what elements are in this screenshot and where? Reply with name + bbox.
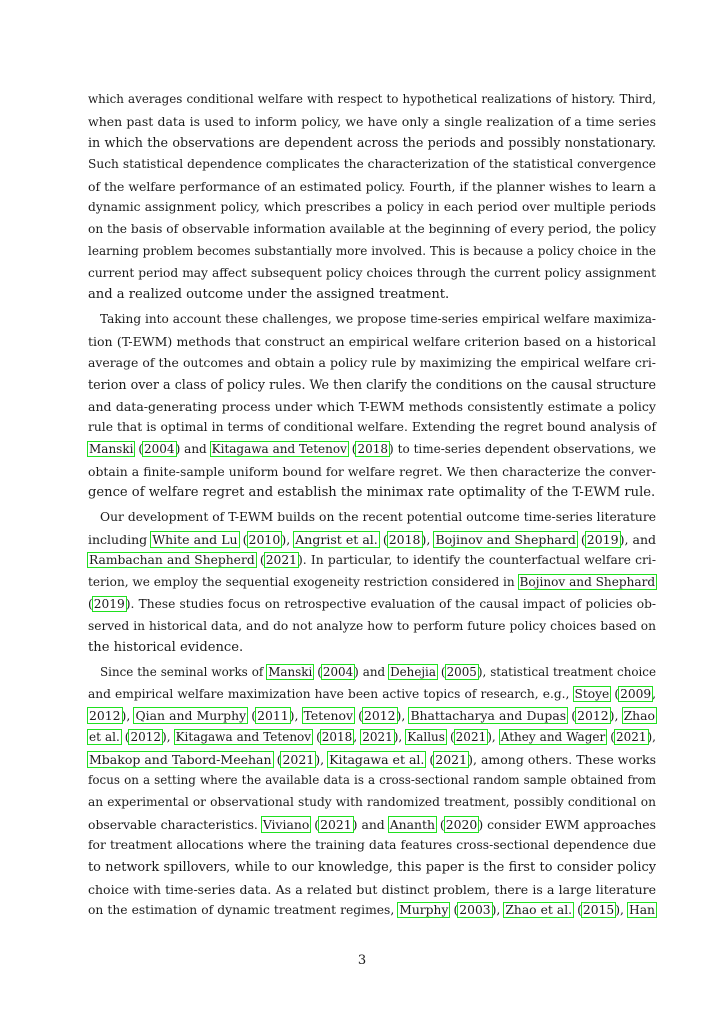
text-line bbox=[88, 857, 656, 879]
citation-link[interactable]: Dehejia bbox=[390, 664, 436, 679]
citation-link[interactable]: 2020 bbox=[445, 816, 478, 832]
citation-link[interactable]: Kitagawa and Tetenov bbox=[211, 442, 347, 456]
text-span: Taking into account these challenges, we propose time-series empirical welfare maximiza- bbox=[100, 311, 656, 326]
text-span: ), bbox=[487, 729, 500, 744]
text-line bbox=[88, 637, 656, 659]
text-span: ( bbox=[378, 531, 388, 547]
text-line bbox=[88, 616, 656, 638]
citation-link[interactable]: Angrist et al. bbox=[295, 531, 378, 547]
text-span: ), bbox=[615, 903, 628, 918]
text-line bbox=[88, 439, 656, 461]
text-line bbox=[88, 352, 656, 374]
citation-link[interactable]: Kitagawa et al. bbox=[329, 751, 425, 767]
citation-link[interactable]: 2004 bbox=[144, 442, 175, 456]
citation-link[interactable]: 2018 bbox=[388, 531, 421, 547]
paragraph bbox=[88, 89, 656, 306]
citation-link[interactable]: Viviano bbox=[262, 816, 310, 832]
text-span: ( bbox=[120, 729, 130, 744]
text-span: for treatment allocations where the training data features cross-sectional dependence due bbox=[88, 838, 656, 853]
text-span: ), bbox=[609, 708, 623, 724]
text-line bbox=[88, 132, 656, 154]
text-span: ( bbox=[435, 816, 445, 832]
text-span: terion over a class of policy rules. We then clarify the conditions on the causal structure bbox=[88, 376, 656, 392]
text-span: tion (T-EWM) methods that construct an empirical welfare criterion based on a historical bbox=[88, 333, 656, 349]
text-span: ( bbox=[310, 816, 320, 832]
text-span: ), bbox=[647, 729, 656, 744]
text-span: in which the observations are dependent across the periods and possibly nonstationary. bbox=[88, 135, 656, 151]
text-line bbox=[88, 879, 656, 901]
text-line bbox=[88, 197, 656, 219]
text-span: focus on a setting where the available data is a cross-sectional random sample obtained from bbox=[88, 773, 656, 788]
citation-link[interactable]: Tetenov bbox=[303, 708, 353, 724]
text-line bbox=[88, 662, 656, 684]
text-span: ( bbox=[272, 751, 282, 767]
paragraph bbox=[88, 662, 656, 922]
citation-link[interactable]: Rambachan and Shepherd bbox=[89, 553, 255, 568]
citation-link[interactable]: 2004 bbox=[322, 664, 354, 679]
citation-link[interactable]: 2009 bbox=[620, 686, 652, 701]
text-span: ). In particular, to identify the counterfactual welfare cri- bbox=[298, 553, 656, 568]
citation-link[interactable]: 2012 bbox=[89, 708, 121, 724]
text-span: ), bbox=[315, 751, 329, 767]
text-line bbox=[88, 594, 656, 616]
text-span: when past data is used to inform policy, we have only a single realization of a time series bbox=[88, 113, 656, 129]
text-line bbox=[88, 309, 656, 331]
text-span: rule that is optimal in terms of conditional welfare. Extending the regret bound analysis of bbox=[88, 420, 656, 435]
text-span: ) and bbox=[175, 442, 211, 456]
citation-link[interactable]: 2018 bbox=[321, 729, 353, 744]
text-span: obtain a finite-sample uniform bound for welfare regret. We then characterize the conver- bbox=[88, 463, 656, 479]
citation-link[interactable]: Bhattacharya and Dupas bbox=[410, 708, 567, 724]
text-span: of the welfare performance of an estimated policy. Fourth, if the planner wishes to learn a bbox=[88, 178, 656, 194]
citation-link[interactable]: Kallus bbox=[407, 729, 445, 744]
text-line bbox=[88, 814, 656, 836]
text-line bbox=[88, 550, 656, 572]
text-span: ( bbox=[312, 729, 321, 744]
text-span: dynamic assignment policy, which prescribes a policy in each period over multiple periods bbox=[88, 200, 656, 215]
text-line bbox=[88, 284, 656, 306]
citation-link[interactable]: 2012 bbox=[130, 729, 162, 744]
citation-link[interactable]: 2012 bbox=[577, 708, 609, 724]
citation-link[interactable]: 2003 bbox=[459, 903, 491, 918]
text-span: , bbox=[353, 729, 362, 744]
citation-link[interactable]: Han bbox=[628, 903, 655, 918]
text-line bbox=[88, 241, 656, 263]
text-span: ), bbox=[421, 531, 435, 547]
text-span: current period may affect subsequent policy choices through the current policy assignment bbox=[88, 265, 656, 280]
text-span: ), bbox=[289, 708, 303, 724]
text-span: ( bbox=[573, 903, 582, 918]
text-line bbox=[88, 263, 656, 285]
text-span: ( bbox=[610, 686, 620, 701]
text-span: and empirical welfare maximization have been active topics of research, e.g., bbox=[88, 686, 574, 701]
text-span: observable characteristics. bbox=[88, 816, 262, 832]
citation-link[interactable]: 2015 bbox=[582, 903, 615, 918]
text-span: terion, we employ the sequential exogeneity restriction considered in bbox=[88, 575, 519, 590]
text-line bbox=[88, 417, 656, 439]
text-span: ( bbox=[436, 664, 446, 679]
text-span: ), bbox=[491, 903, 505, 918]
citation-link[interactable]: 2011 bbox=[257, 708, 289, 724]
text-span: ) consider EWM approaches bbox=[478, 816, 656, 832]
text-line bbox=[88, 89, 656, 111]
text-span: which averages conditional welfare with respect to hypothetical realizations of history. Third, bbox=[88, 92, 656, 106]
text-span: and data-generating process under which T-EWM methods consistently estimate a policy bbox=[88, 398, 656, 414]
text-span: ( bbox=[425, 751, 435, 767]
text-span: and a realized outcome under the assigned treatment. bbox=[88, 287, 450, 303]
page-number: 3 bbox=[357, 953, 367, 968]
citation-link[interactable]: Murphy bbox=[399, 903, 449, 918]
text-span: ), bbox=[393, 729, 407, 744]
citation-link[interactable]: 2018 bbox=[357, 442, 389, 456]
text-span: gence of welfare regret and establish the minimax rate optimality of the T-EWM rule. bbox=[88, 485, 656, 501]
text-span: ( bbox=[88, 596, 93, 611]
text-span: to network spillovers, while to our knowledge, this paper is the first to consider policy bbox=[88, 860, 656, 876]
text-span: on the basis of observable information available at the beginning of every period, the policy bbox=[88, 222, 657, 237]
text-span: ( bbox=[449, 903, 459, 918]
text-line bbox=[88, 835, 656, 857]
text-span: Our development of T-EWM builds on the recent potential outcome time-series literature bbox=[100, 510, 656, 525]
text-line bbox=[88, 482, 656, 504]
text-span: ( bbox=[606, 729, 615, 744]
text-line bbox=[88, 461, 656, 483]
citation-link[interactable]: Athey and Wager bbox=[500, 729, 606, 744]
text-span: ( bbox=[313, 664, 322, 679]
text-span: ), bbox=[162, 729, 175, 744]
citation-link[interactable]: Ananth bbox=[389, 816, 435, 832]
text-span: ( bbox=[353, 708, 363, 724]
text-line bbox=[88, 900, 656, 922]
text-line bbox=[88, 792, 656, 814]
text-line bbox=[88, 749, 656, 771]
citation-link[interactable]: 2021 bbox=[265, 553, 297, 568]
text-span: an experimental or observational study with randomized treatment, possibly conditional on bbox=[88, 795, 656, 809]
paragraph bbox=[88, 309, 656, 504]
text-line bbox=[88, 154, 656, 176]
text-span: Since the seminal works of bbox=[100, 664, 268, 679]
text-line bbox=[88, 507, 656, 529]
text-span: ( bbox=[347, 442, 357, 456]
text-line bbox=[88, 331, 656, 353]
citation-link[interactable]: Qian and Murphy bbox=[135, 708, 247, 724]
text-span: ( bbox=[247, 708, 257, 724]
citation-link[interactable]: Kitagawa and Tetenov bbox=[175, 729, 312, 744]
text-span: ), and bbox=[619, 531, 657, 547]
text-line bbox=[88, 572, 656, 594]
citation-link[interactable]: 2021 bbox=[435, 751, 468, 767]
citation-link[interactable]: Zhao et al. bbox=[505, 903, 573, 918]
citation-link[interactable]: et al. bbox=[89, 729, 120, 744]
citation-link[interactable]: 2021 bbox=[282, 751, 315, 767]
text-line bbox=[88, 727, 656, 749]
text-line bbox=[88, 176, 656, 198]
text-span: average of the outcomes and obtain a policy rule by maximizing the empirical welfare cri- bbox=[88, 355, 656, 371]
text-span: ), statistical treatment choice bbox=[477, 664, 657, 679]
text-span: ) and bbox=[354, 664, 390, 679]
body-text bbox=[88, 89, 656, 922]
text-span: Such statistical dependence complicates the characterization of the statistical convergence bbox=[88, 157, 656, 172]
text-line bbox=[88, 219, 656, 241]
citation-link[interactable]: 2005 bbox=[446, 664, 477, 679]
text-span: ( bbox=[255, 553, 265, 568]
text-span: ), bbox=[121, 708, 135, 724]
text-span: ), bbox=[396, 708, 410, 724]
text-line bbox=[88, 396, 656, 418]
text-span: ( bbox=[445, 729, 455, 744]
citation-link[interactable]: Mbakop and Tabord-Meehan bbox=[89, 751, 272, 767]
text-span: ( bbox=[567, 708, 577, 724]
text-line bbox=[88, 374, 656, 396]
citation-link[interactable]: 2021 bbox=[455, 729, 487, 744]
text-line bbox=[88, 529, 656, 551]
citation-link[interactable]: Bojinov and Shephard bbox=[435, 531, 576, 547]
text-span: the historical evidence. bbox=[88, 640, 244, 656]
text-span: ( bbox=[134, 442, 144, 456]
text-line bbox=[88, 111, 656, 133]
text-span: including bbox=[88, 531, 152, 547]
text-line bbox=[88, 705, 656, 727]
citation-link[interactable]: Stoye bbox=[574, 686, 610, 701]
text-span: ), among others. These works bbox=[468, 751, 656, 767]
text-line bbox=[88, 684, 656, 706]
text-span: learning problem becomes substantially more involved. This is because a policy choice in the bbox=[88, 243, 656, 258]
citation-link[interactable]: White and Lu bbox=[152, 531, 238, 547]
citation-link[interactable]: 2021 bbox=[362, 729, 393, 744]
text-span: served in historical data, and do not analyze how to perform future policy choices based on bbox=[88, 618, 656, 633]
citation-link[interactable]: Manski bbox=[89, 442, 134, 456]
text-span: ), bbox=[281, 531, 295, 547]
text-span: ( bbox=[576, 531, 586, 547]
citation-link[interactable]: Bojinov and Shephard bbox=[519, 575, 656, 590]
citation-link[interactable]: Zhao bbox=[623, 708, 656, 724]
text-span: ( bbox=[238, 531, 248, 547]
citation-link[interactable]: 2021 bbox=[320, 816, 352, 832]
text-span: ) to time-series dependent observations, we bbox=[389, 442, 656, 456]
paragraph bbox=[88, 507, 656, 659]
text-line bbox=[88, 770, 656, 792]
citation-link[interactable]: 2019 bbox=[586, 531, 619, 547]
citation-link[interactable]: 2019 bbox=[93, 596, 125, 611]
text-span: on the estimation of dynamic treatment regimes, bbox=[88, 903, 399, 918]
citation-link[interactable]: 2021 bbox=[615, 729, 647, 744]
citation-link[interactable]: Manski bbox=[268, 664, 313, 679]
text-span: ). These studies focus on retrospective evaluation of the causal impact of policies ob- bbox=[125, 596, 656, 611]
text-span: , bbox=[652, 686, 656, 701]
citation-link[interactable]: 2010 bbox=[248, 531, 281, 547]
text-span: choice with time-series data. As a related but distinct problem, there is a large literature bbox=[88, 881, 656, 897]
text-span: ) and bbox=[352, 816, 389, 832]
citation-link[interactable]: 2012 bbox=[363, 708, 396, 724]
